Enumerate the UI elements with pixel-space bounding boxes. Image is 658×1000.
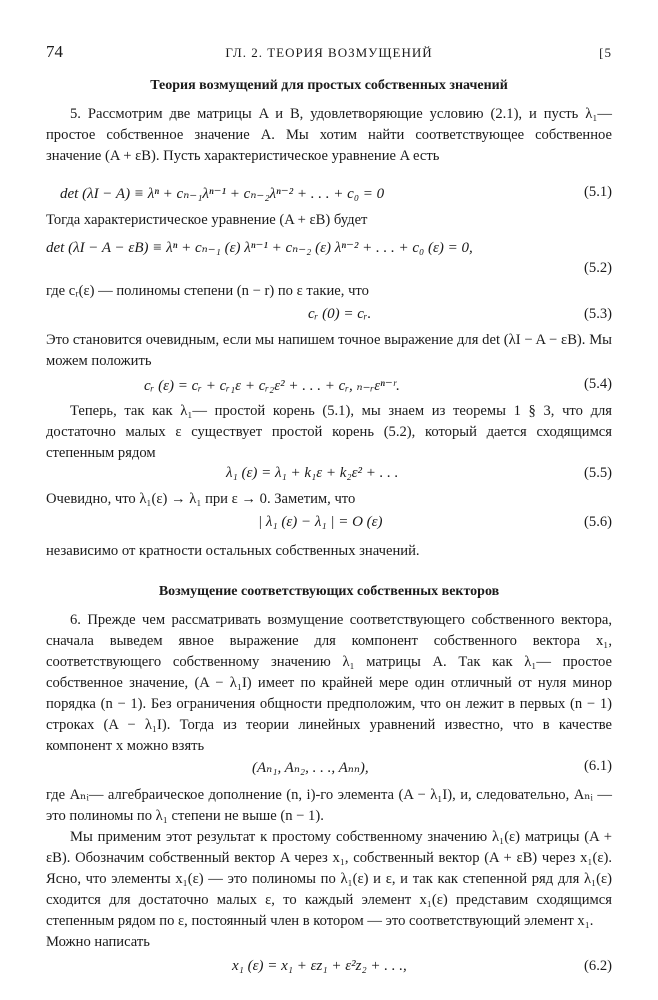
paragraph-char-equation: Тогда характеристическое уравнение (A + εB) будет: [46, 212, 368, 228]
equation-5-2: [46, 238, 612, 262]
equation-number: (5.1): [584, 184, 612, 200]
equation-formula: det (λI − A) ≡ λⁿ + cₙ₋₁λⁿ⁻¹ + cₙ₋₂λⁿ⁻² + . . . + c₀ = 0: [60, 186, 385, 202]
page-number: 74: [46, 42, 63, 61]
paragraph-independent: независимо от кратности остальных собственных значений.: [46, 543, 420, 559]
running-header: [46, 42, 612, 64]
section-mark: [5: [599, 45, 612, 60]
equation-5-6: [46, 514, 612, 538]
paragraph-obvious: Это становится очевидным, если мы напишем точное выражение для det (λI − A − εB). Мы можем положить: [46, 332, 612, 369]
equation-5-5: [46, 465, 612, 489]
paragraph-polynomials: где cᵣ(ε) — полиномы степени (n − r) по ε такие, что: [46, 283, 369, 299]
chapter-title: ГЛ. 2. ТЕОРИЯ ВОЗМУЩЕНИЙ: [225, 45, 433, 60]
equation-number: (6.2): [584, 958, 612, 974]
paragraph-simple-root: Теперь, так как λ₁— простой корень (5.1), мы знаем из теоремы 1 § 3, что для достаточно малых ε существует простой корень (5.2), который дается сходящимся степенным рядом: [46, 403, 612, 461]
equation-number: (5.3): [584, 306, 612, 322]
section-heading-simple-eigenvalues: Теория возмущений для простых собственных значений: [150, 78, 508, 93]
equation-6-2: [46, 958, 612, 982]
paragraph-limit: Очевидно, что λ₁(ε) → λ₁ при ε → 0. Заметим, что: [46, 491, 356, 507]
equation-formula: det (λI − A − εB) ≡ λⁿ + cₙ₋₁ (ε) λⁿ⁻¹ + cₙ₋₂ (ε) λⁿ⁻² + . . . + c₀ (ε) = 0,: [46, 240, 473, 256]
paragraph-6-intro: 6. Прежде чем рассматривать возмущение соответствующего собственного вектора, сначала выведем явное выражение для компонент собственного вектора x₁, соответствующего собственному значению λ₁ матрицы A. Так как λ₁— простое собственное значение, (A − λ₁I) имеет по крайней мере один отличный от нуля минор порядка (n − 1). Без ограничения общности предположим, что он лежит в первых (n − 1) строках (A − λ₁I). Тогда из теории линейных уравнений известно, что в качестве компонент x можно взять: [46, 612, 612, 754]
equation-number: (5.2): [584, 260, 612, 276]
equation-5-3: [46, 306, 612, 330]
equation-formula: x₁ (ε) = x₁ + εz₁ + ε²z₂ + . . .,: [232, 958, 407, 974]
equation-formula: | λ₁ (ε) − λ₁ | = O (ε): [258, 514, 383, 530]
paragraph-cofactor: где Aₙᵢ— алгебраическое дополнение (n, i)-го элемента (A − λ₁I), и, следовательно, Aₙᵢ —это полиномы по λ₁ степени не выше (n − 1).: [46, 787, 612, 824]
equation-formula: (Aₙ₁, Aₙ₂, . . ., Aₙₙ),: [252, 760, 369, 776]
paragraph-can-write: Можно написать: [46, 934, 150, 950]
equation-formula: λ₁ (ε) = λ₁ + k₁ε + k₂ε² + . . .: [226, 465, 399, 481]
equation-number: (5.4): [584, 376, 612, 392]
equation-6-1: [46, 758, 612, 782]
paragraph-5-intro: 5. Рассмотрим две матрицы A и B, удовлетворяющие условию (2.1), и пусть λ₁— простое собственное значение A. Мы хотим найти соответствующее собственное значение (A + εB). Пусть характеристическое уравнение A есть: [46, 106, 612, 164]
equation-5-1: [46, 184, 612, 208]
equation-5-4: [46, 376, 612, 400]
paragraph-apply-result: Мы применим этот результат к простому собственному значению λ₁(ε) матрицы (A + εB). Обозначим собственный вектор A через x₁, собственный вектор (A + εB) через x₁(ε). Ясно, что элементы x₁(ε) — это полиномы по λ₁(ε) и ε, и так как степенной ряд для λ₁(ε) сходится для достаточно малых ε, то каждый элемент x₁(ε) представим сходящимся степенным рядом по ε, постоянный член в котором — это соответствующий элемент x₁.: [46, 829, 612, 929]
equation-formula: cᵣ (ε) = cᵣ + cᵣ₁ε + cᵣ₂ε² + . . . + cᵣ, ₙ₋ᵣεⁿ⁻ʳ.: [144, 378, 400, 394]
equation-number: (5.5): [584, 465, 612, 481]
equation-number: (5.6): [584, 514, 612, 530]
equation-formula: cᵣ (0) = cᵣ.: [308, 306, 372, 322]
equation-number: (6.1): [584, 758, 612, 774]
section-heading-eigenvectors: Возмущение соответствующих собственных векторов: [158, 584, 500, 599]
